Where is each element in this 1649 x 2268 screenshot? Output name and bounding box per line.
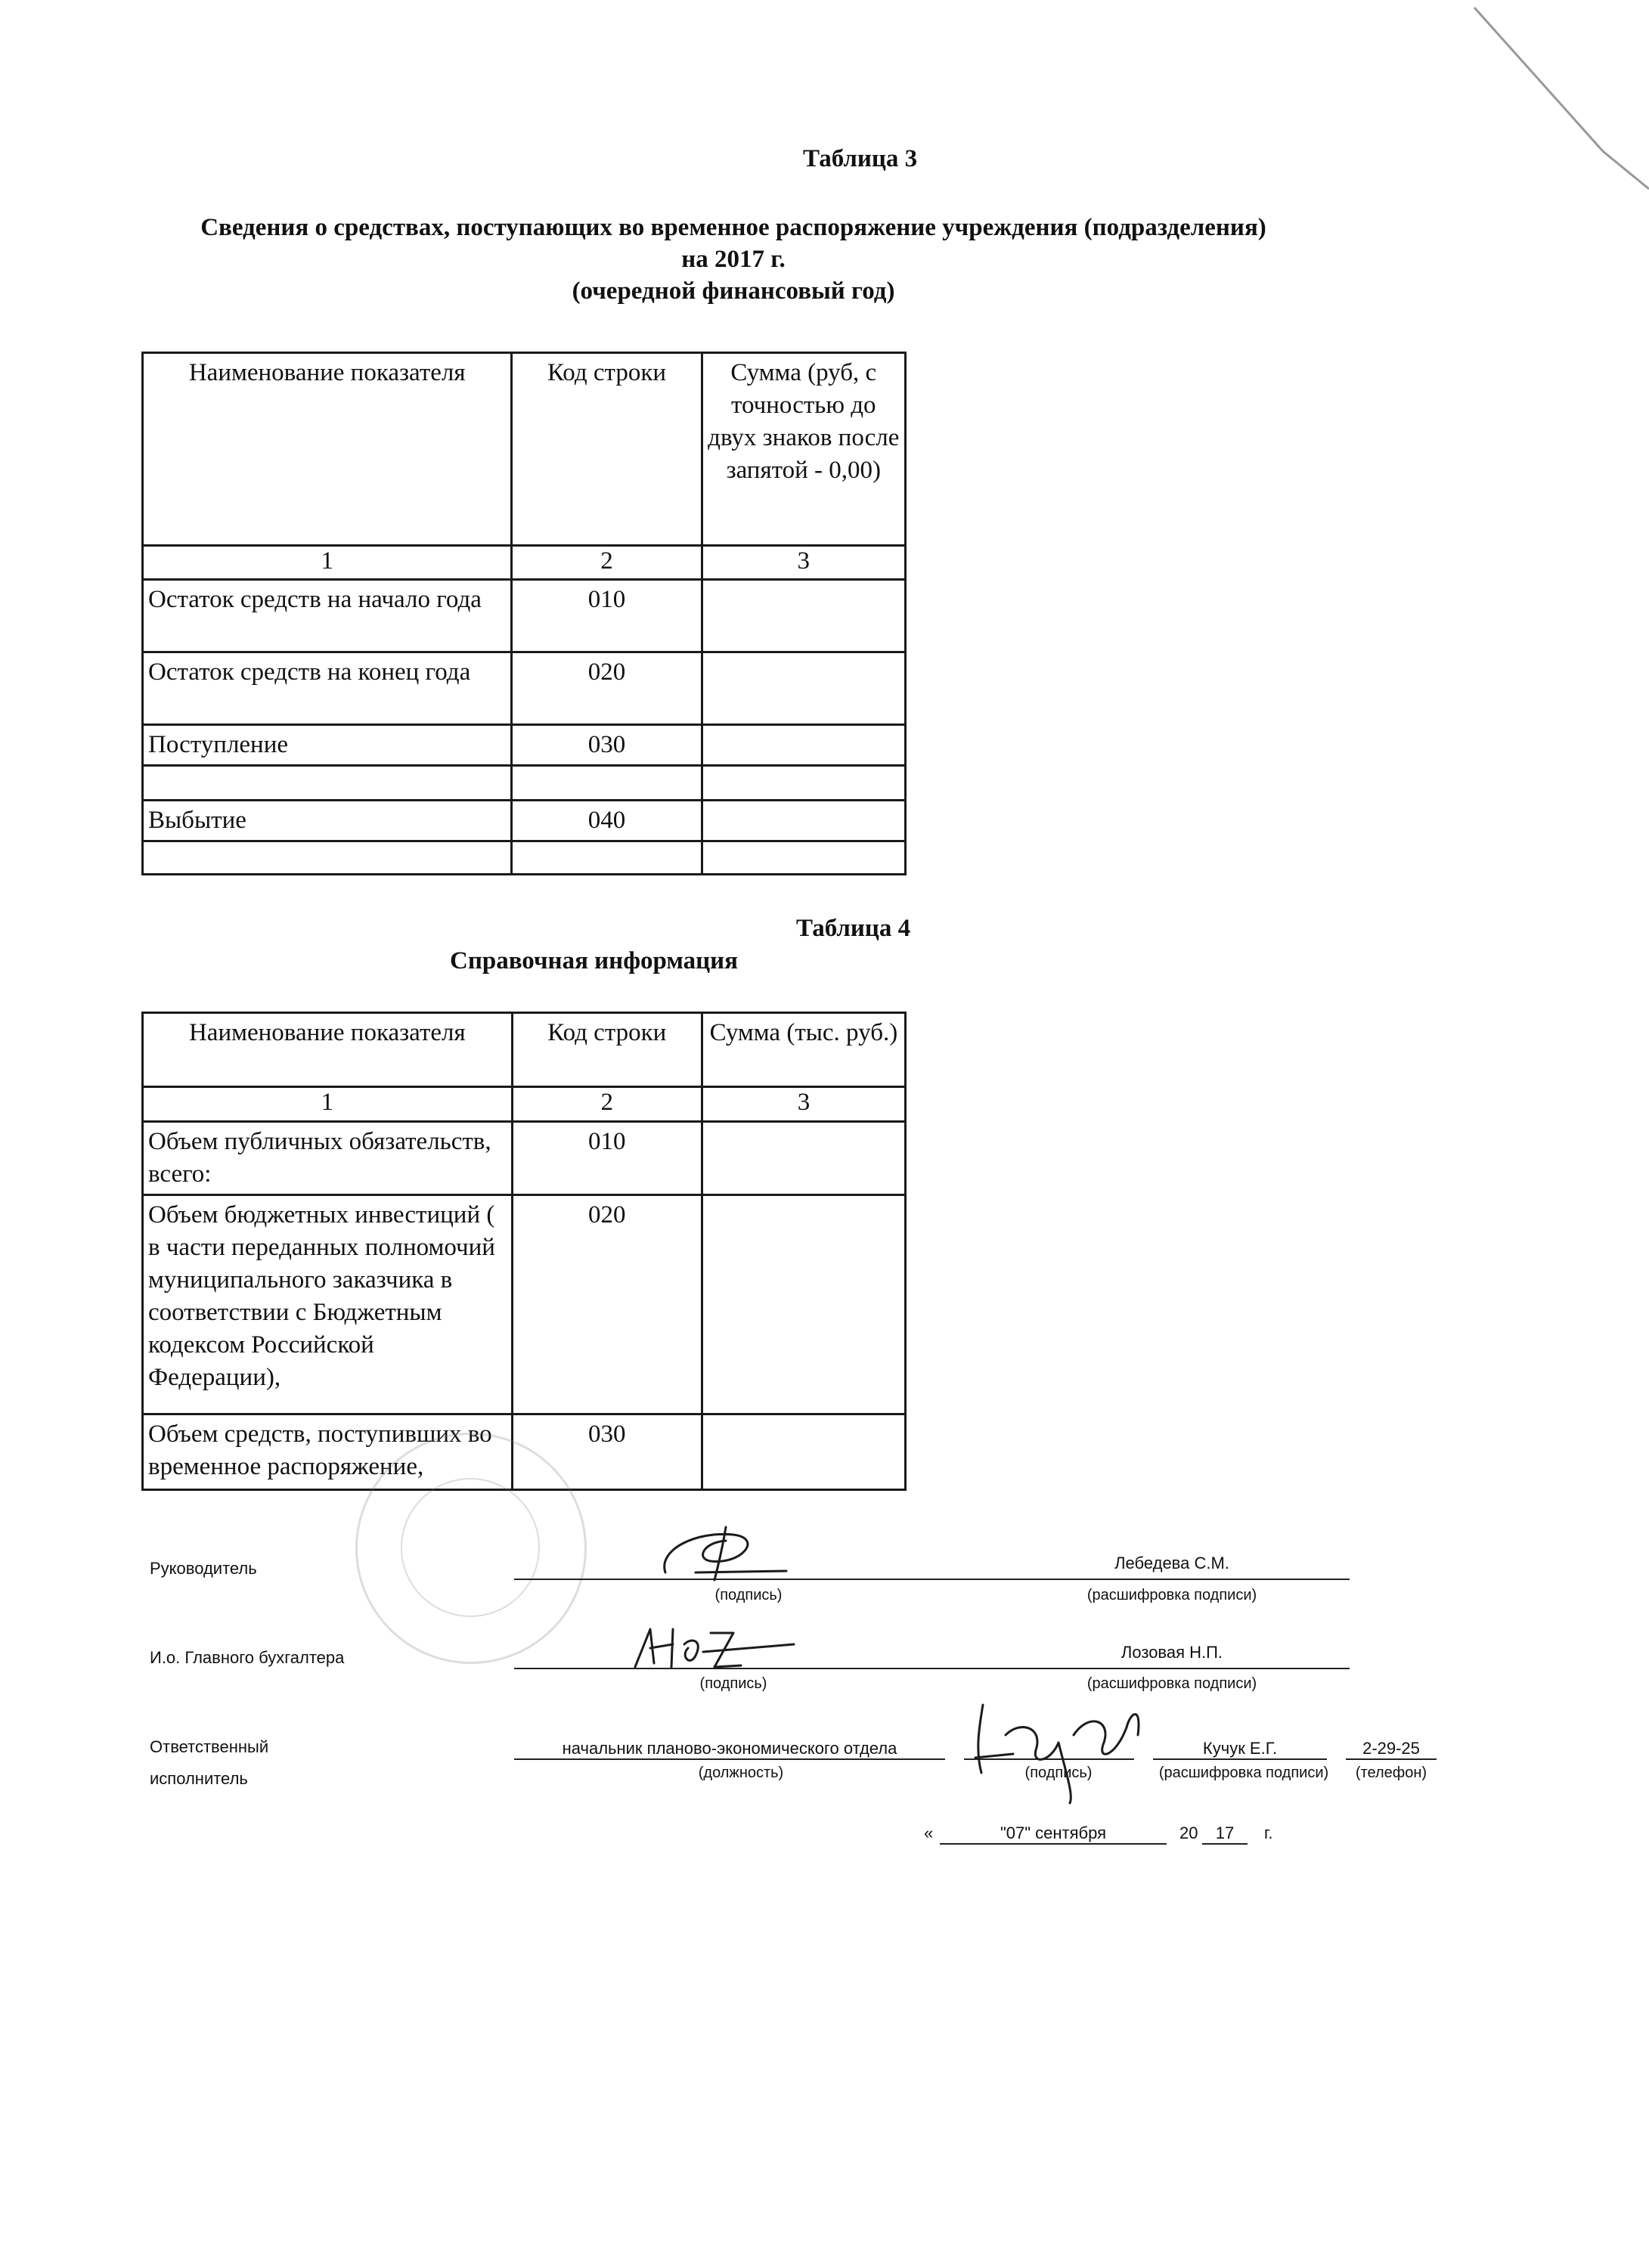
accountant-cap-name: (расшифровка подписи)	[1086, 1675, 1257, 1692]
head-name: Лебедева С.М.	[1114, 1554, 1229, 1572]
table4-title: Справочная информация	[450, 947, 739, 974]
table-row	[143, 1195, 906, 1414]
table4	[141, 1012, 907, 1491]
executor-signature-icon	[960, 1690, 1157, 1811]
table4-row3-code: 030	[512, 1414, 702, 1490]
table4-row2-name: Объем бюджетных инвестиций ( в части переданных полномочий муниципального заказчика в соответствии с Бюджетным кодексом Российской Федерации),	[143, 1195, 513, 1414]
executor-position-line	[514, 1758, 945, 1760]
table3-header-code: Код строки	[512, 353, 702, 546]
table4-header-code: Код строки	[512, 1013, 702, 1087]
date-century: 20	[1179, 1823, 1198, 1842]
date-suffix: г.	[1264, 1823, 1273, 1842]
table3-row2-code: 020	[512, 652, 702, 725]
table-row	[143, 652, 906, 725]
table-row	[143, 841, 906, 875]
table3-row6-sum	[702, 841, 905, 875]
table4-header-row	[143, 1013, 906, 1087]
date-year-line	[1202, 1843, 1248, 1845]
table-row	[143, 725, 906, 766]
executor-role-line1: Ответственный	[150, 1737, 269, 1756]
date-day-month: "07" сентября	[1000, 1823, 1107, 1842]
table4-label: Таблица 4	[796, 915, 911, 942]
date-year: 17	[1215, 1823, 1235, 1842]
table-row	[143, 580, 906, 652]
executor-cap-name: (расшифровка подписи)	[1158, 1765, 1329, 1781]
table3-num-1: 1	[143, 546, 512, 580]
table3-row6-code	[512, 841, 702, 875]
table4-row2-sum	[702, 1195, 905, 1414]
executor-phone-line	[1346, 1758, 1437, 1760]
head-cap-name: (расшифровка подписи)	[1086, 1587, 1257, 1603]
scan-edge-artifact	[1467, 0, 1649, 197]
table4-row1-sum	[702, 1122, 905, 1195]
executor-phone: 2-29-25	[1362, 1739, 1420, 1758]
accountant-signature-icon	[620, 1614, 801, 1682]
table3-header-name: Наименование показателя	[143, 353, 512, 546]
table3-num-3: 3	[702, 546, 905, 580]
table4-row3-name: Объем средств, поступивших во временное распоряжение,	[143, 1414, 513, 1490]
table3-row6-name	[143, 841, 512, 875]
table4-num-2: 2	[512, 1087, 702, 1122]
executor-cap-position: (должность)	[698, 1765, 784, 1781]
table3-row4-sum	[702, 766, 905, 801]
table4-row3-sum	[702, 1414, 905, 1490]
seal-stamp-inner	[401, 1478, 540, 1617]
table4-row1-name: Объем публичных обязательств, всего:	[143, 1122, 513, 1195]
table3-row4-name	[143, 766, 512, 801]
table4-numbering-row	[143, 1087, 906, 1122]
table3-row2-name: Остаток средств на конец года	[143, 652, 512, 725]
table3-row5-name: Выбытие	[143, 801, 512, 841]
table3-row3-name: Поступление	[143, 725, 512, 766]
executor-cap-phone: (телефон)	[1355, 1765, 1427, 1781]
table3	[141, 352, 907, 875]
executor-role-line2: исполнитель	[150, 1769, 248, 1788]
head-signature-icon	[650, 1520, 794, 1591]
date-day-line	[940, 1843, 1167, 1845]
table3-row5-code: 040	[512, 801, 702, 841]
table-row	[143, 1122, 906, 1195]
table3-numbering-row	[143, 546, 906, 580]
table3-row1-code: 010	[512, 580, 702, 652]
table-row	[143, 766, 906, 801]
executor-name: Кучук Е.Г.	[1202, 1739, 1278, 1758]
table3-row4-code	[512, 766, 702, 801]
accountant-cap-sign: (подпись)	[699, 1675, 767, 1692]
table4-header-name: Наименование показателя	[143, 1013, 513, 1087]
executor-position: начальник планово-экономического отдела	[562, 1739, 897, 1758]
executor-cap-sign: (подпись)	[1024, 1765, 1093, 1781]
table3-row3-code: 030	[512, 725, 702, 766]
table3-row1-name: Остаток средств на начало года	[143, 580, 512, 652]
table3-subtitle: (очередной финансовый год)	[572, 277, 895, 305]
table4-num-1: 1	[143, 1087, 513, 1122]
table3-row1-sum	[702, 580, 905, 652]
table3-year: на 2017 г.	[681, 246, 786, 273]
table4-row2-code: 020	[512, 1195, 702, 1414]
executor-name-line	[1153, 1758, 1327, 1760]
table4-num-3: 3	[702, 1087, 905, 1122]
table3-num-2: 2	[512, 546, 702, 580]
table3-title: Сведения о средствах, поступающих во временное распоряжение учреждения (подразделения)	[200, 214, 1266, 241]
table4-header-sum: Сумма (тыс. руб.)	[702, 1013, 905, 1087]
table3-header-sum: Сумма (руб, с точностью до двух знаков после запятой - 0,00)	[702, 353, 905, 546]
accountant-role: И.о. Главного бухгалтера	[150, 1648, 345, 1667]
accountant-name: Лозовая Н.П.	[1121, 1643, 1223, 1662]
table3-label: Таблица 3	[803, 145, 918, 172]
table3-header-row	[143, 353, 906, 546]
table4-row1-code: 010	[512, 1122, 702, 1195]
table-row	[143, 801, 906, 841]
date-quote: «	[924, 1823, 934, 1842]
head-signature-line	[514, 1579, 1350, 1580]
table3-row2-sum	[702, 652, 905, 725]
table3-row5-sum	[702, 801, 905, 841]
head-cap-sign: (подпись)	[714, 1587, 783, 1603]
head-role: Руководитель	[150, 1559, 257, 1578]
table3-row3-sum	[702, 725, 905, 766]
